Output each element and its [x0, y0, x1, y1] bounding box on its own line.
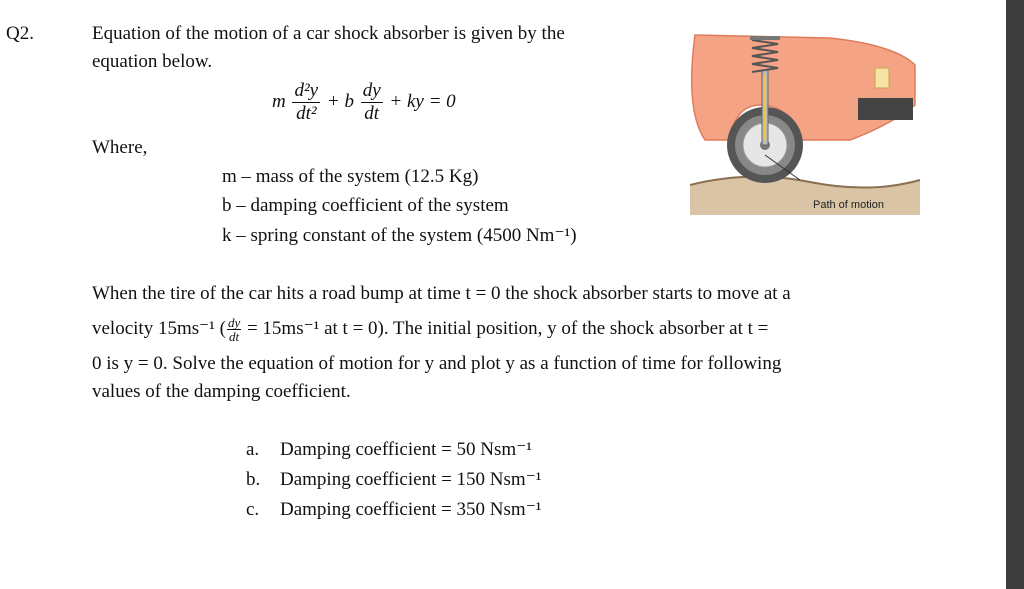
body-line-4: values of the damping coefficient. — [92, 381, 351, 402]
eq-den1: dt² — [296, 103, 317, 124]
eq-m: m — [272, 90, 286, 112]
bumper — [858, 98, 913, 120]
spring-top-mount — [750, 36, 780, 40]
option-a-letter: a. — [246, 439, 260, 460]
eq-rest: + ky = 0 — [389, 90, 456, 112]
option-a-text: Damping coefficient = 50 Nsm⁻¹ — [280, 439, 532, 460]
eq-den2: dt — [364, 103, 380, 124]
body-line-1: When the tire of the car hits a road bump at time t = 0 the shock absorber starts to move at a — [92, 283, 791, 304]
vertical-scrollbar[interactable] — [1006, 0, 1024, 589]
equation-of-motion — [272, 80, 456, 125]
definition-mass: m – mass of the system (12.5 Kg) — [222, 166, 479, 187]
option-c-text: Damping coefficient = 350 Nsm⁻¹ — [280, 499, 542, 520]
body-line-2 — [92, 316, 768, 343]
body-line-3: 0 is y = 0. Solve the equation of motion for y and plot y as a function of time for following — [92, 353, 782, 374]
definition-damping: b – damping coefficient of the system — [222, 195, 509, 216]
eq-num2: dy — [362, 80, 381, 101]
option-b-letter: b. — [246, 469, 261, 490]
intro-line-1: Equation of the motion of a car shock absorber is given by the — [92, 23, 565, 44]
where-label: Where, — [92, 137, 148, 158]
fraction-num: dy — [227, 315, 241, 330]
intro-line-2: equation below. — [92, 51, 213, 72]
option-c-letter: c. — [246, 499, 260, 520]
fraction-den: dt — [229, 329, 240, 344]
eq-plus-b: + b — [326, 90, 354, 112]
shock-absorber-illustration — [690, 30, 925, 215]
body-line-2-fraction — [227, 316, 241, 343]
definition-spring: k – spring constant of the system (4500 Nm⁻¹) — [222, 225, 577, 246]
eq-frac-second-derivative — [292, 80, 320, 125]
body-line-2-part-b: = 15ms⁻¹ at t = 0). The initial position, y of the shock absorber at t = — [242, 317, 769, 339]
headlight — [875, 68, 889, 88]
figure-caption: Path of motion — [813, 199, 884, 211]
option-b-text: Damping coefficient = 150 Nsm⁻¹ — [280, 469, 542, 490]
question-number: Q2. — [6, 23, 34, 44]
road-surface — [690, 177, 920, 215]
eq-num1: d²y — [294, 80, 319, 101]
eq-frac-first-derivative — [361, 80, 383, 125]
body-line-2-part-a: velocity 15ms⁻¹ ( — [92, 317, 226, 339]
